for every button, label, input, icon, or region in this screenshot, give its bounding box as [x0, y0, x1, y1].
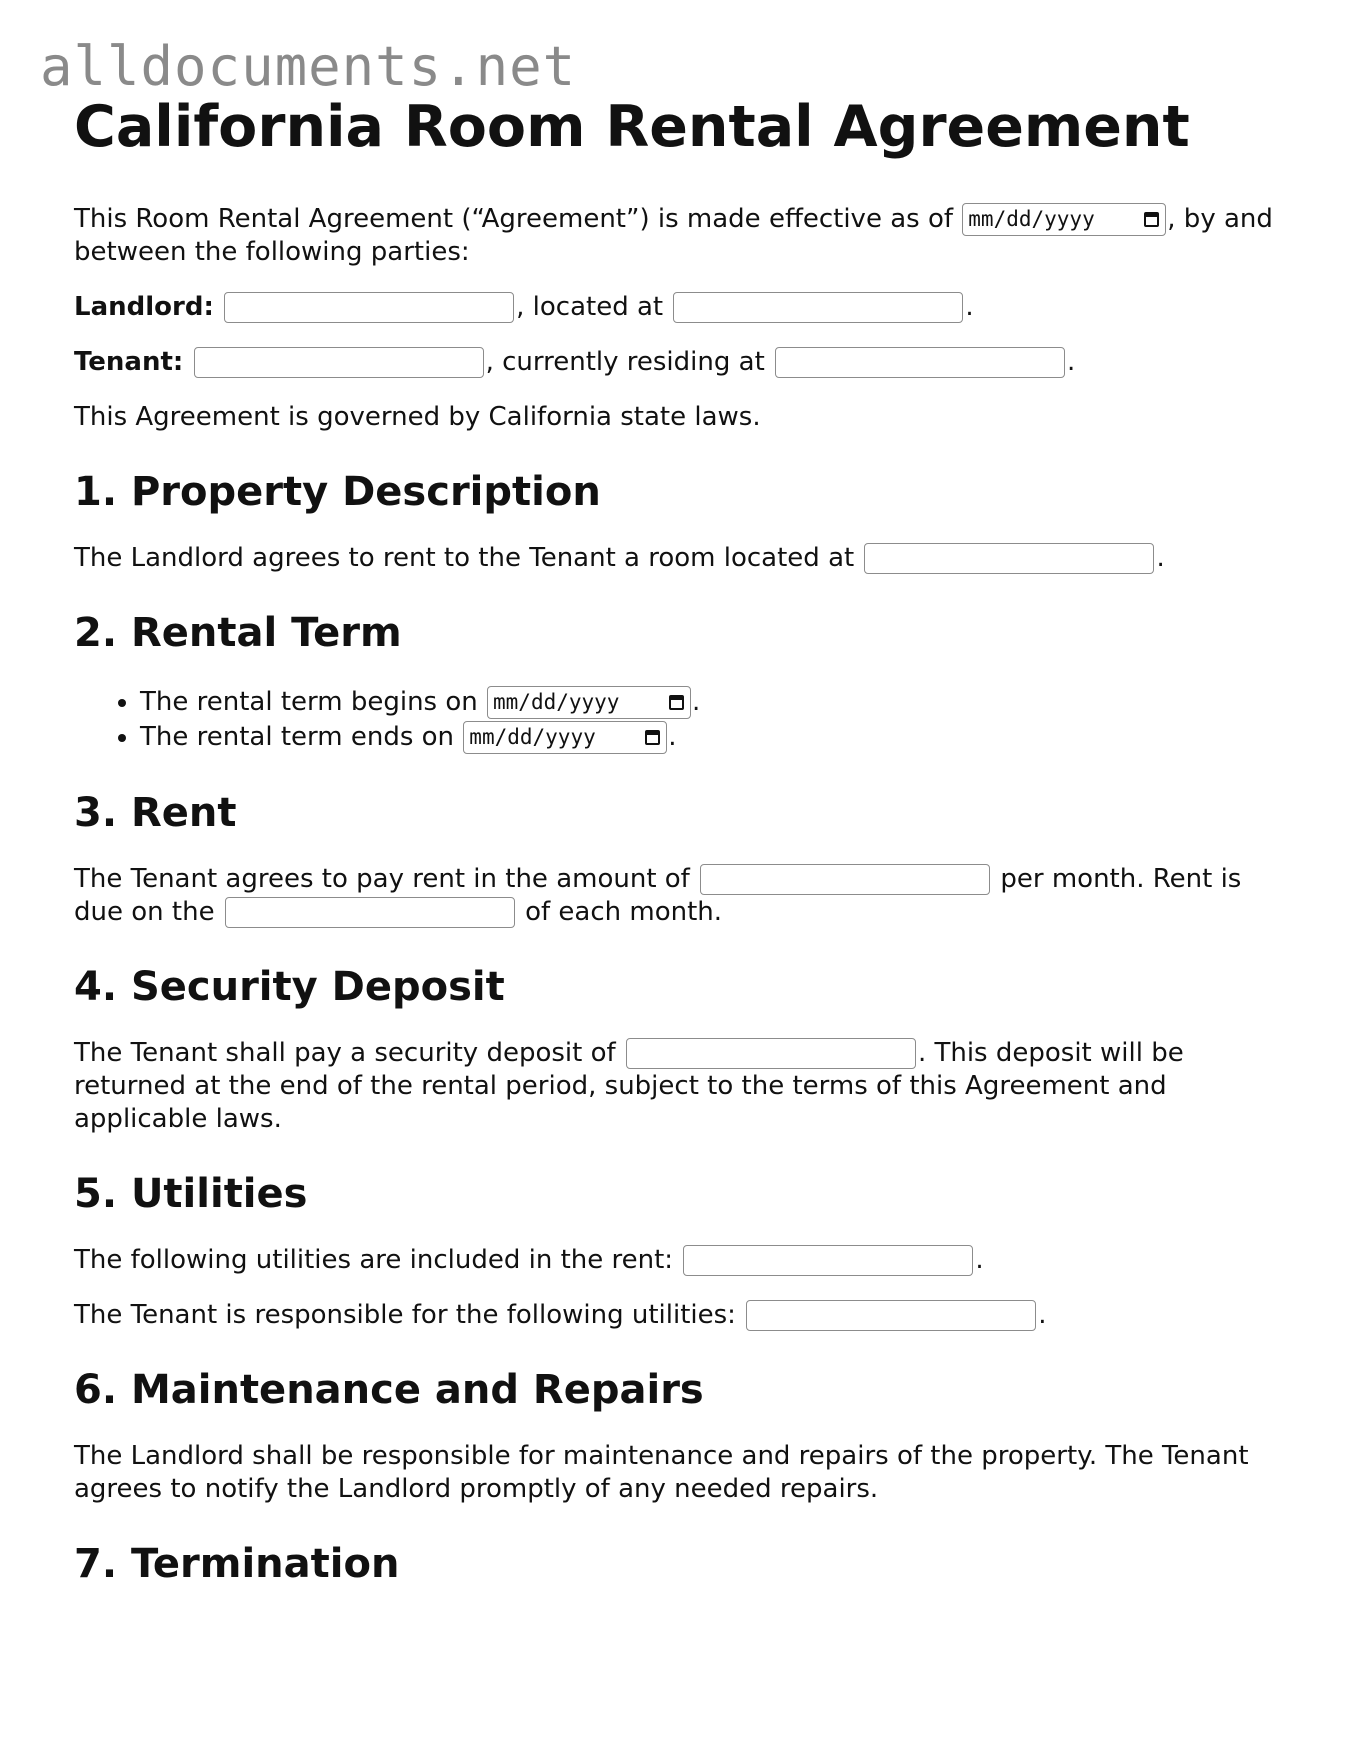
utilities-included-line: [74, 1244, 1294, 1277]
rent-paragraph: [74, 863, 1294, 929]
rent-due-text: per month. Rent is due on the: [74, 863, 1242, 927]
tenant-address-input[interactable]: [775, 347, 1065, 378]
landlord-label: Landlord:: [74, 291, 214, 322]
calendar-icon[interactable]: [669, 695, 684, 710]
section-heading-property: 1. Property Description: [74, 468, 601, 515]
tenant-label: Tenant:: [74, 346, 184, 377]
deposit-paragraph: [74, 1037, 1294, 1136]
section-heading-deposit: 4. Security Deposit: [74, 963, 505, 1010]
room-location-input[interactable]: [864, 543, 1154, 574]
tenant-line: [74, 346, 1294, 379]
tenant-residing-text: , currently residing at: [485, 346, 765, 377]
term-begins-item: [140, 685, 1294, 720]
utilities-tenant-text: The Tenant is responsible for the following utilities:: [74, 1299, 736, 1330]
document: [74, 95, 1294, 1588]
date-placeholder: mm/dd/yyyy: [968, 206, 1095, 231]
landlord-address-input[interactable]: [673, 292, 963, 323]
term-ends-text: The rental term ends on: [140, 721, 455, 752]
period: .: [668, 721, 677, 752]
intro-text: This Room Rental Agreement (“Agreement”) is made effective as of: [74, 203, 954, 234]
period: .: [1067, 346, 1076, 377]
utilities-tenant-line: [74, 1299, 1294, 1332]
utilities-included-text: The following utilities are included in the rent:: [74, 1244, 674, 1275]
period: .: [965, 291, 974, 322]
date-placeholder: mm/dd/yyyy: [469, 724, 596, 749]
period: .: [1038, 1299, 1047, 1330]
section-heading-rent: 3. Rent: [74, 789, 237, 836]
term-ends-item: [140, 720, 1294, 755]
tenant-name-input[interactable]: [194, 347, 484, 378]
intro-text-after: , by and between the following parties:: [74, 203, 1273, 267]
landlord-line: [74, 291, 1294, 324]
term-list: [74, 685, 1294, 755]
rent-text: The Tenant agrees to pay rent in the amount of: [74, 863, 690, 894]
landlord-located-text: , located at: [516, 291, 664, 322]
utilities-included-input[interactable]: [683, 1245, 973, 1276]
governing-law-text: This Agreement is governed by California state laws.: [74, 401, 761, 432]
rent-end-text: of each month.: [525, 896, 723, 927]
section-heading-utilities: 5. Utilities: [74, 1170, 308, 1217]
section-heading-term: 2. Rental Term: [74, 609, 402, 656]
deposit-amount-input[interactable]: [626, 1038, 916, 1069]
deposit-text: The Tenant shall pay a security deposit of: [74, 1037, 616, 1068]
page-title: California Room Rental Agreement: [74, 94, 1190, 160]
term-begins-text: The rental term begins on: [140, 686, 478, 717]
rent-amount-input[interactable]: [700, 864, 990, 895]
section-heading-termination: 7. Termination: [74, 1540, 400, 1587]
landlord-name-input[interactable]: [224, 292, 514, 323]
start-date-input[interactable]: [487, 686, 691, 719]
effective-date-input[interactable]: [962, 203, 1166, 236]
utilities-tenant-input[interactable]: [746, 1300, 1036, 1331]
property-text: The Landlord agrees to rent to the Tenant a room located at: [74, 542, 855, 573]
property-paragraph: [74, 542, 1294, 575]
rent-due-day-input[interactable]: [225, 897, 515, 928]
calendar-icon[interactable]: [645, 730, 660, 745]
calendar-icon[interactable]: [1144, 212, 1159, 227]
period: .: [692, 686, 701, 717]
period: .: [975, 1244, 984, 1275]
watermark: alldocuments.net: [40, 35, 577, 98]
date-placeholder: mm/dd/yyyy: [493, 689, 620, 714]
section-heading-maintenance: 6. Maintenance and Repairs: [74, 1366, 704, 1413]
deposit-text-after: . This deposit will be returned at the end of the rental period, subject to the terms of this Agreement and applicable laws.: [74, 1037, 1184, 1134]
maintenance-text: The Landlord shall be responsible for maintenance and repairs of the property. The Tenant agrees to notify the Landlord promptly of any needed repairs.: [74, 1440, 1249, 1504]
period: .: [1156, 542, 1165, 573]
end-date-input[interactable]: [463, 721, 667, 754]
intro-paragraph: [74, 203, 1294, 269]
